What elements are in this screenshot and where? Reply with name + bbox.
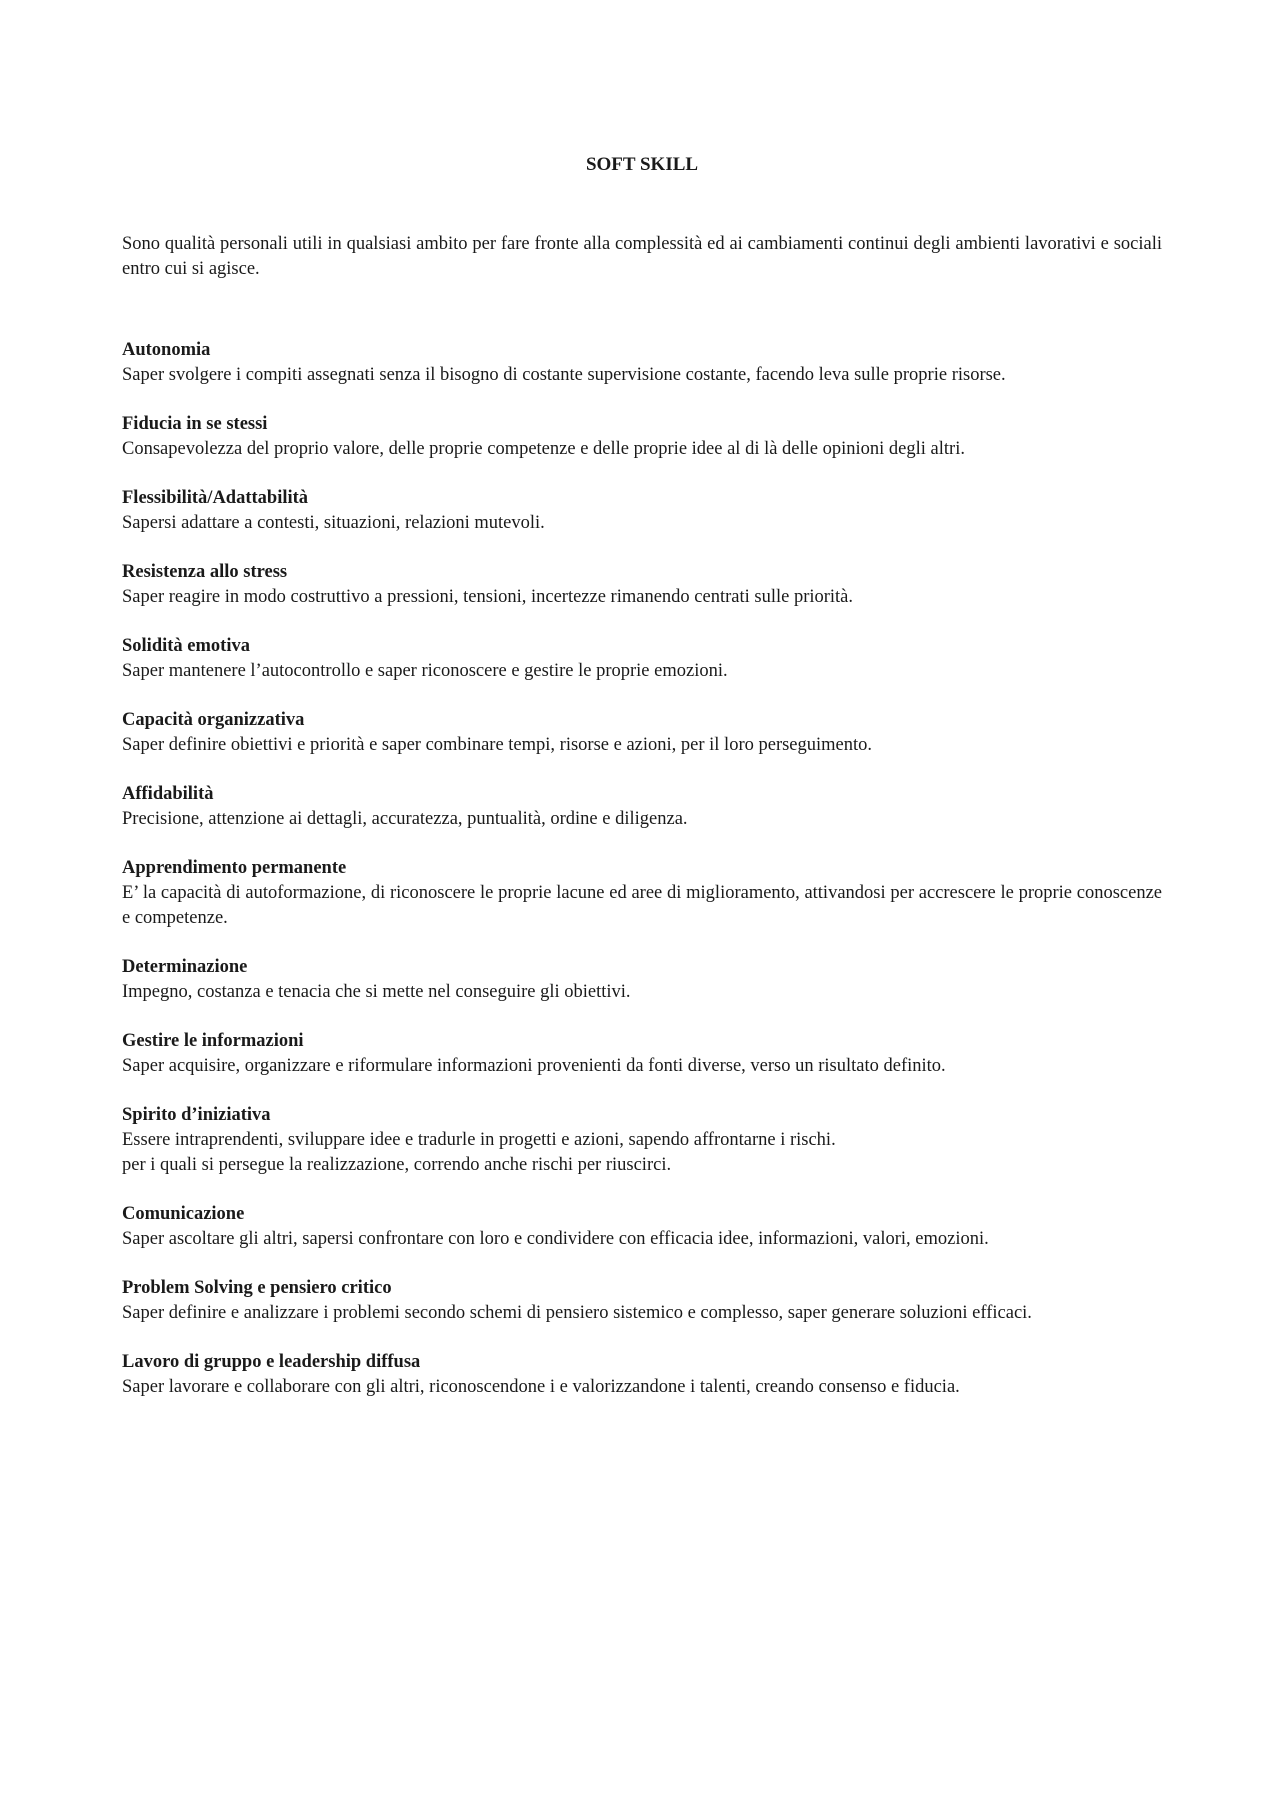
skill-entry — [122, 782, 1162, 832]
skill-entry — [122, 1103, 1162, 1178]
skill-title: Spirito d’iniziativa — [122, 1105, 271, 1125]
skill-description: Essere intraprendenti, sviluppare idee e tradurle in progetti e azioni, sapendo affrontarne i rischi. — [122, 1130, 836, 1150]
skill-description: Consapevolezza del proprio valore, delle proprie competenze e delle proprie idee al di là delle opinioni degli altri. — [122, 439, 965, 459]
skills-list — [122, 338, 1162, 1400]
skill-title: Apprendimento permanente — [122, 858, 347, 878]
skill-entry — [122, 1350, 1162, 1400]
skill-entry — [122, 486, 1162, 536]
skill-title: Solidità emotiva — [122, 636, 250, 656]
skill-title: Autonomia — [122, 340, 211, 360]
skill-description: Precisione, attenzione ai dettagli, accuratezza, puntualità, ordine e diligenza. — [122, 809, 688, 829]
skill-title: Flessibilità/Adattabilità — [122, 488, 309, 508]
skill-entry — [122, 1276, 1162, 1326]
document-content — [122, 152, 1162, 1424]
skill-entry — [122, 634, 1162, 684]
skill-title: Comunicazione — [122, 1204, 245, 1224]
skill-entry — [122, 412, 1162, 462]
skill-description: Saper ascoltare gli altri, sapersi confrontare con loro e condividere con efficacia idee, informazioni, valori, emozioni. — [122, 1229, 989, 1249]
skill-entry — [122, 1202, 1162, 1252]
skill-entry — [122, 856, 1162, 931]
skill-description: Saper mantenere l’autocontrollo e saper riconoscere e gestire le proprie emozioni. — [122, 661, 728, 681]
skill-description: Saper acquisire, organizzare e riformulare informazioni provenienti da fonti diverse, verso un risultato definito. — [122, 1056, 946, 1076]
skill-entry — [122, 338, 1162, 388]
skill-description: Saper definire obiettivi e priorità e saper combinare tempi, risorse e azioni, per il loro perseguimento. — [122, 735, 873, 755]
skill-title: Affidabilità — [122, 784, 214, 804]
skill-title: Gestire le informazioni — [122, 1031, 304, 1051]
skill-title: Capacità organizzativa — [122, 710, 305, 730]
skill-title: Problem Solving e pensiero critico — [122, 1278, 392, 1298]
skill-title: Lavoro di gruppo e leadership diffusa — [122, 1352, 421, 1372]
skill-description: E’ la capacità di autoformazione, di riconoscere le proprie lacune ed aree di miglioramento, attivandosi per accrescere le proprie conoscenze e competenze. — [122, 883, 1162, 928]
skill-description: Saper lavorare e collaborare con gli altri, riconoscendone i e valorizzandone i talenti, creando consenso e fiducia. — [122, 1377, 960, 1397]
skill-title: Fiducia in se stessi — [122, 414, 268, 434]
skill-title: Determinazione — [122, 957, 248, 977]
skill-entry — [122, 1029, 1162, 1079]
skill-description: Saper svolgere i compiti assegnati senza il bisogno di costante supervisione costante, facendo leva sulle proprie risorse. — [122, 365, 1006, 385]
document-title: SOFT SKILL — [585, 154, 699, 175]
skill-title: Resistenza allo stress — [122, 562, 288, 582]
skill-description: Impegno, costanza e tenacia che si mette nel conseguire gli obiettivi. — [122, 982, 631, 1002]
skill-entry — [122, 560, 1162, 610]
skill-description: per i quali si persegue la realizzazione, correndo anche rischi per riuscirci. — [122, 1155, 672, 1175]
skill-description: Sapersi adattare a contesti, situazioni, relazioni mutevoli. — [122, 513, 545, 533]
skill-entry — [122, 708, 1162, 758]
skill-description: Saper definire e analizzare i problemi secondo schemi di pensiero sistemico e complesso, saper generare soluzioni efficaci. — [122, 1303, 1032, 1323]
skill-description: Saper reagire in modo costruttivo a pressioni, tensioni, incertezze rimanendo centrati sulle priorità. — [122, 587, 854, 607]
intro-paragraph: Sono qualità personali utili in qualsiasi ambito per fare fronte alla complessità ed ai cambiamenti continui degli ambienti lavorativi e sociali entro cui si agisce. — [122, 234, 1162, 279]
skill-entry — [122, 955, 1162, 1005]
